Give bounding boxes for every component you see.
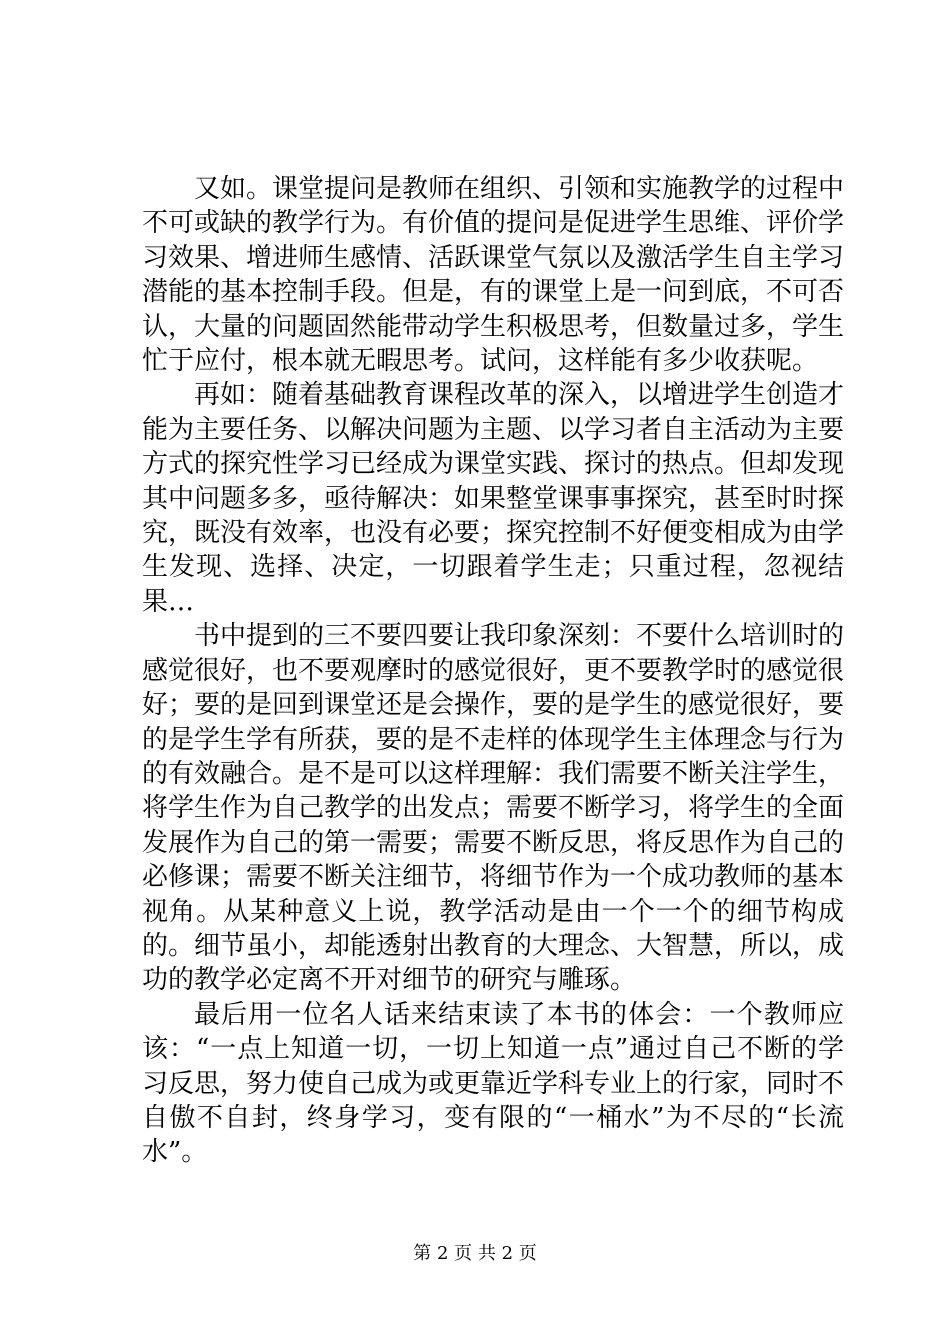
page-number-footer: 第 2 页 共 2 页 bbox=[413, 1243, 537, 1264]
paragraph-2: 再如：随着基础教育课程改革的深入，以增进学生创造才能为主要任务、以解决问题为主题、以学习者自主活动为主要方式的探究性学习已经成为课堂实践、探讨的热点。但却发现其中问题多多，亟待解决：如果整堂课事事探究，甚至时时探究，既没有效率，也没有必要；探究控制不好便变相成为由学生发现、选择、决定，一切跟着学生走；只重过程，忽视结果… bbox=[142, 380, 845, 617]
paragraph-1: 又如。课堂提问是教师在组织、引领和实施教学的过程中不可或缺的教学行为。有价值的提问是促进学生思维、评价学习效果、增进师生感情、活跃课堂气氛以及激活学生自主学习潜能的基本控制手段。但是，有的课堂上是一问到底，不可否认，大量的问题固然能带动学生积极思考，但数量过多，学生忙于应付，根本就无暇思考。试问，这样能有多少收获呢。 bbox=[142, 174, 845, 377]
paragraph-4: 最后用一位名人话来结束读了本书的体会：一个教师应该：“一点上知道一切，一切上知道一点”通过自己不断的学习反思，努力使自己成为或更靠近学科专业上的行家，同时不自傲不自封，终身学习，变有限的“一桶水”为不尽的“长流水”。 bbox=[142, 999, 845, 1168]
body-text bbox=[142, 172, 844, 1170]
paragraph-3: 书中提到的三不要四要让我印象深刻：不要什么培训时的感觉很好，也不要观摩时的感觉很好，更不要教学时的感觉很好；要的是回到课堂还是会操作，要的是学生的感觉很好，要的是学生学有所获，要的是不走样的体现学生主体理念与行为的有效融合。是不是可以这样理解：我们需要不断关注学生，将学生作为自己教学的出发点；需要不断学习，将学生的全面发展作为自己的第一需要；需要不断反思，将反思作为自己的必修课；需要不断关注细节，将细节作为一个成功教师的基本视角。从某种意义上说，教学活动是由一个一个的细节构成的。细节虽小，却能透射出教育的大理念、大智慧，所以，成功的教学必定离不开对细节的研究与雕琢。 bbox=[142, 621, 845, 996]
